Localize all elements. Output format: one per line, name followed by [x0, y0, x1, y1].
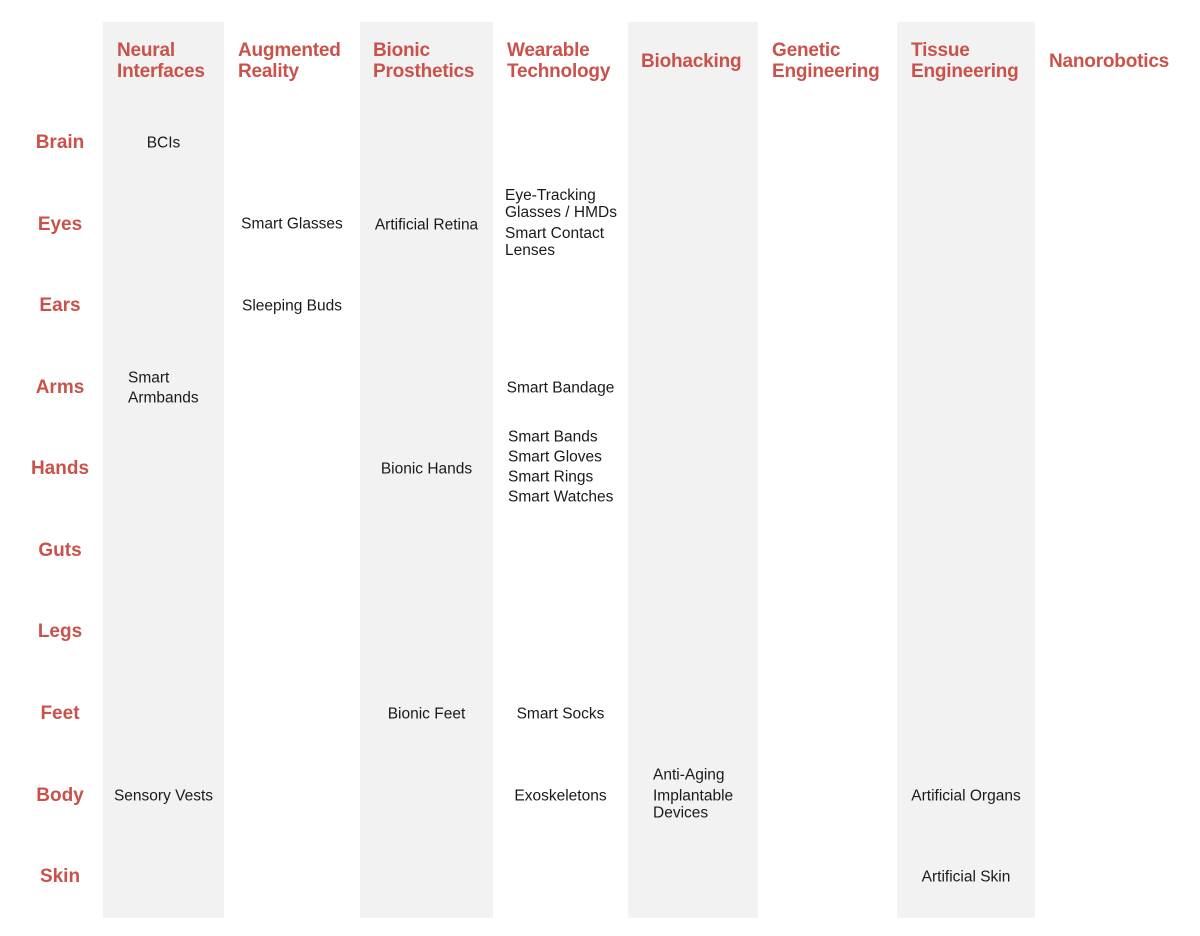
cell-wearable-hands: Smart Bands Smart Gloves Smart Rings Smart Watches [508, 428, 614, 506]
row-label-body: Body [36, 785, 84, 806]
row-label-arms: Arms [35, 377, 85, 398]
cell-bionic-feet: Bionic Feet [387, 705, 466, 723]
column-header-wearable-technology: Wearable Technology [507, 40, 611, 82]
cell-wearable-eyes: Eye-Tracking Glasses / HMDs Smart Contact Lenses [505, 187, 617, 259]
column-header-tissue-engineering: Tissue Engineering [911, 40, 1019, 82]
cell-tissue-body: Artificial Organs [911, 787, 1021, 805]
row-label-skin: Skin [39, 866, 81, 887]
cell-bionic-hands: Bionic Hands [380, 460, 473, 478]
cell-wearable-arms: Smart Bandage [506, 379, 615, 397]
row-label-brain: Brain [35, 132, 85, 153]
cell-tissue-skin: Artificial Skin [921, 868, 1011, 886]
row-label-ears: Ears [39, 295, 81, 316]
column-header-bionic-prosthetics: Bionic Prosthetics [373, 40, 475, 82]
column-header-nanorobotics: Nanorobotics [1049, 51, 1170, 72]
column-header-biohacking: Biohacking [641, 51, 742, 72]
row-label-guts: Guts [38, 540, 82, 561]
column-header-genetic-engineering: Genetic Engineering [772, 40, 880, 82]
column-band-neural-interfaces [103, 22, 224, 918]
cell-wearable-feet: Smart Socks [516, 705, 605, 723]
cell-biohacking-body: Anti-Aging Implantable Devices [653, 766, 734, 822]
cell-bionic-eyes: Artificial Retina [374, 216, 479, 234]
cell-neural-body: Sensory Vests [113, 787, 214, 805]
row-label-legs: Legs [37, 621, 83, 642]
row-label-feet: Feet [40, 703, 80, 724]
column-band-tissue-engineering [897, 22, 1035, 918]
column-header-neural-interfaces: Neural Interfaces [117, 40, 205, 82]
column-header-augmented-reality: Augmented Reality [238, 40, 341, 82]
row-label-hands: Hands [30, 458, 90, 479]
cell-neural-arms: Smart Armbands [128, 369, 199, 407]
cell-wearable-body: Exoskeletons [514, 787, 607, 805]
cell-ar-ears: Sleeping Buds [242, 297, 342, 315]
cell-ar-eyes: Smart Glasses [241, 215, 343, 233]
cell-neural-brain: BCIs [146, 134, 181, 152]
row-label-eyes: Eyes [37, 214, 83, 235]
